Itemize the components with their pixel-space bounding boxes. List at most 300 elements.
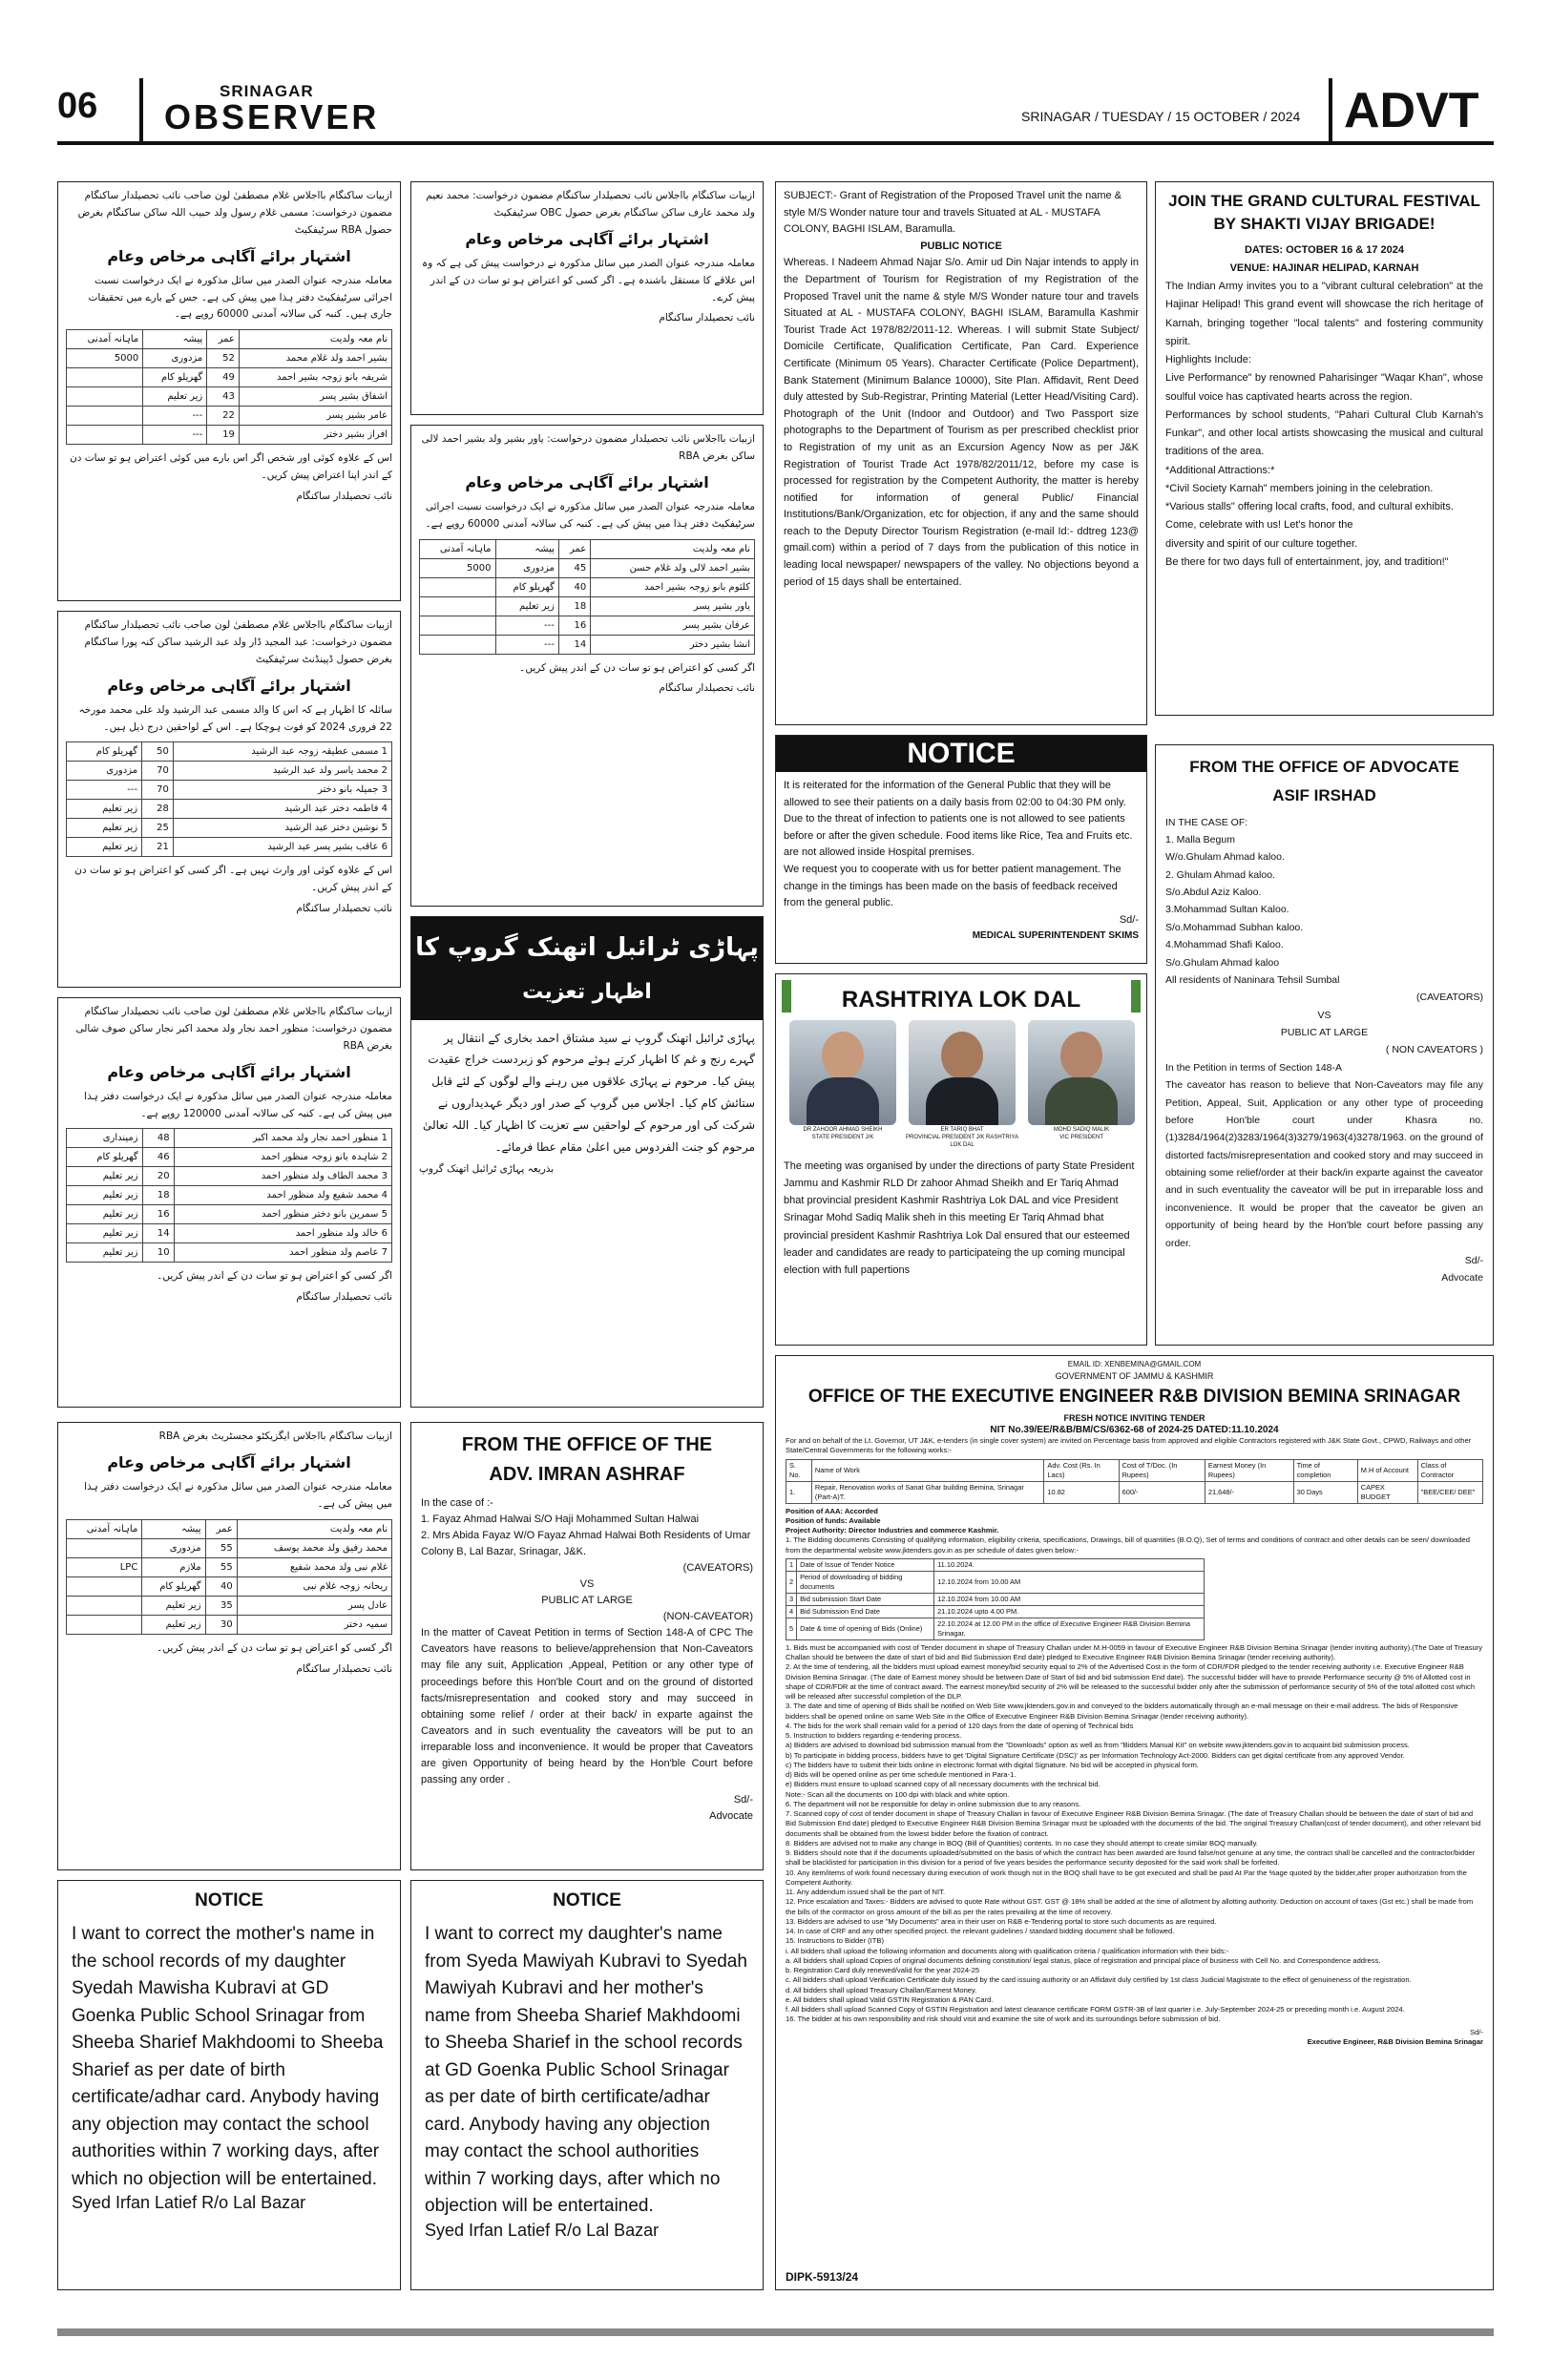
notice-signature: نائب تحصیلدار ساکنگام — [296, 490, 392, 502]
section-title: ADVT — [1344, 83, 1479, 138]
table-cell: 16 — [142, 1205, 174, 1224]
condolence-body: پہاڑی ٹرائبل اتھنک گروپ نے سید مشتاق احمد بخاری کے انتقال پر گہرے رنج و غم کا اظہار کرتے ہوئے مرحوم کو زبردست خراج عقیدت پیش کیا۔ مرحوم نے پہاڑی علاقوں میں رہنے والے لوگوں کے لئے قابل ستائش کام کیا۔ اجلاس میں گروپ کے صدر اور دیگر عہدیداروں نے شرکت کی اور مرحوم کے لواحقین سے تعزیت کا اظہار کیا۔ اللہ تعالیٰ مرحوم کو جنت الفردوس میں اعلیٰ مقام عطا فرمائے۔ — [422, 1031, 755, 1154]
table-cell: 6 خالد ولد منظور احمد — [174, 1224, 391, 1243]
funds-position: Position of funds: Available — [786, 1515, 881, 1525]
table-cell: 7 عاصم ولد منظور احمد — [174, 1243, 391, 1263]
caveators-label: (CAVEATORS) — [1415, 992, 1483, 1004]
notice-title-name: ASIF IRSHAD — [1272, 785, 1376, 804]
signature: Advocate — [709, 1809, 753, 1822]
table-cell: 1 منظور احمد نجار ولد محمد اکبر — [174, 1129, 391, 1148]
leader-caption-1: DR ZAHOOR AHMAD SHEIKH STATE PRESIDENT J/K — [803, 1127, 883, 1140]
notice-title: PUBLIC NOTICE — [920, 240, 1002, 252]
rld-ad — [775, 973, 1147, 1346]
family-table — [66, 1128, 392, 1263]
notice-intro: ازبیات ساکنگام بااجلاس غلام مصطفیٰ لون صاحب نائب تحصیلدار ساکنگام مضمون درخواست: مسمی غلام رسول ولد حبیب اللہ ساکن ساکنگام بغرض حصول RBA سرٹیفکیٹ — [77, 190, 392, 236]
table-cell: کلثوم بانو زوجہ بشیر احمد — [591, 577, 755, 596]
table-cell: CAPEX BUDGET — [1357, 1481, 1417, 1503]
notice-body: In the matter of Caveat Petition in terms of Section 148-A of CPC The Caveators have reasons to believe/apprehension that Non-Caveators may file any suit, Application ,Appeal, Petition or any other type of proceedings before this Hon'ble Court and on the ground of distorted facts/misrepresentation and cooked story and may succeed in obtaining some relief / order at their back/ in exparte against the Caveators and in such eventuality the caveators will be put to an irreparable loss and inconvenience. It would be proper that Caveators are given Opportunity of being heard by the Hon'ble Court before passing any order . — [421, 1627, 753, 1785]
table-cell: نام معہ ولدیت — [237, 1519, 391, 1538]
notice-body: I want to correct my daughter's name from Syeda Mawiyah Kubravi to Syedah Mawiyah Kubravi and her mother's name from Sheeba Sharief Makhdoomi to Sheeba Sharief in the school records at GD Goenka Public School Srinagar as per date of birth certificate/adhar card. Anybody having any objection may contact the school authorities within 7 working days, after which no objection will be entertained. — [425, 1924, 747, 2216]
tender-nit: NIT No.39/EE/R&B/BM/CS/6362-68 of 2024-25 DATED:11.10.2024 — [990, 1424, 1279, 1435]
urdu-rba-notice-2 — [57, 997, 401, 1408]
table-cell: 16 — [558, 616, 590, 635]
table-cell: زیر تعلیم — [67, 838, 142, 857]
tender-clause: 16. The bidder at his own responsibility and risk should visit and examine the site of work and its surroundings before submission of bid. — [786, 2015, 1221, 2024]
notice-heading: اشتہار برائے آگاہی مرخاص وعام — [107, 676, 351, 695]
tender-clause: d) Bids will be opened online as per time schedule mentioned in Para-1. — [786, 1770, 1017, 1780]
tender-clause: a) Bidders are advised to download bid submission manual from the "Downloads" option as well as from "Bidders Manual Kit" on website www.jktenders.gov.in to acquaint bid submission process. — [786, 1741, 1410, 1750]
sd-label: Sd/- — [733, 1793, 753, 1806]
leader-photo-2 — [909, 1020, 1016, 1125]
table-cell: 52 — [207, 349, 240, 368]
notice-heading: اشتہار برائے آگاہی مرخاص وعام — [107, 1062, 351, 1081]
attractions-label: *Additional Attractions:* — [1165, 464, 1275, 476]
table-cell: زیر تعلیم — [67, 800, 142, 819]
table-cell: 35 — [205, 1596, 237, 1615]
table-cell: ماہانہ آمدنی — [67, 330, 143, 349]
table-cell: --- — [67, 781, 142, 800]
tender-notice — [775, 1355, 1494, 2290]
notice-signature: نائب تحصیلدار ساکنگام — [659, 682, 755, 695]
notice-intro: ازبیات ساکنگام بااجلاس غلام مصطفیٰ لون صاحب نائب تحصیلدار ساکنگام مضمون درخواست: عبد المجید ڈار ولد عبد الرشید ساکن کنہ پورا ساکنگام بغرض حصول ڈپینڈنٹ سرٹیفکیٹ — [84, 619, 392, 665]
notice-signature: Syed Irfan Latief R/o Lal Bazar — [425, 2220, 660, 2240]
notice-body: معاملہ مندرجہ عنوان الصدر میں سائل مذکورہ نے ایک درخواست دفتر ہذا میں پیش کی ہے۔ کنبہ کی سالانہ آمدنی 120000 روپے ہے۔ — [84, 1090, 392, 1119]
notice-footer: اس کے علاوہ کوئی اور شخص اگر اس بارے میں کوئی اعتراض ہو تو سات دن کے اندر اپنا اعتراض پیش کریں۔ — [70, 452, 392, 482]
tender-clause: e) Bidders must ensure to upload scanned copy of all necessary documents with the technical bid. — [786, 1780, 1100, 1789]
notice-body: معاملہ مندرجہ عنوان الصدر میں سائل مذکورہ نے ایک درخواست دفتر ہذا میں پیش کی ہے۔ — [84, 1481, 392, 1510]
table-cell: مزدوری — [67, 762, 142, 781]
table-cell — [67, 426, 143, 445]
condolence-banner — [411, 917, 763, 1020]
tender-clause: 3. The date and time of opening of Bids shall be notified on Web Site www.jktenders.gov.in and conveyed to the bidders automatically through an e-mail message on their e-mail address. The bids of Responsive bidders shall be opened online on same Web Site in the Office of Executive Engineer R&B Division Bemina Srinagar (tender receiving authority). — [786, 1701, 1458, 1721]
tender-clause: Note:- Scan all the documents on 100 dpi with black and white option. — [786, 1789, 1010, 1799]
notice-heading: اشتہار برائے آگاہی مرخاص وعام — [107, 1452, 351, 1472]
table-cell: عمر — [207, 330, 240, 349]
party-line: S/o.Abdul Aziz Kaloo. — [1165, 887, 1262, 898]
table-cell: زیر تعلیم — [67, 1224, 143, 1243]
closing-1: Come, celebrate with us! Let's honor the — [1165, 519, 1353, 532]
table-cell: 48 — [142, 1129, 174, 1148]
table-cell: 40 — [558, 577, 590, 596]
table-cell: بشیر احمد لالی ولد غلام حسن — [591, 558, 755, 577]
heirs-table — [66, 741, 392, 857]
public-at-large: PUBLIC AT LARGE — [541, 1595, 633, 1607]
caveators-label: (CAVEATORS) — [682, 1562, 753, 1575]
table-cell: 1 مسمی عطیقہ زوجہ عبد الرشید — [173, 742, 391, 762]
tender-content — [776, 1356, 1493, 2051]
notice-title-name: ADV. IMRAN ASHRAF — [489, 1464, 685, 1485]
table-cell: 46 — [142, 1148, 174, 1167]
project-authority: Project Authority: Director Industries and commerce Kashmir. — [786, 1526, 999, 1535]
leader-photo-3 — [1028, 1020, 1135, 1125]
table-cell: زیر تعلیم — [67, 1205, 143, 1224]
table-cell: زیر تعلیم — [142, 1615, 205, 1634]
table-cell: Bid Submission End Date — [797, 1605, 934, 1618]
tender-clause: 14. In case of CRF and any other specified project. the relevant guidelines / standard bidding document shall be followed. — [786, 1927, 1175, 1936]
table-cell: Class of Contractor — [1417, 1459, 1482, 1481]
party-line: 4.Mohammad Shafi Kaloo. — [1165, 939, 1284, 951]
table-cell: ریحانہ زوجہ غلام نبی — [237, 1576, 391, 1596]
tender-clause: i. All bidders shall upload the following information and documents along with qualification criteria / qualification information with their bids:- — [786, 1946, 1229, 1955]
tender-clause: 15. Instructions to Bidder (ITB) — [786, 1936, 884, 1946]
table-cell: 4 محمد شفیع ولد منظور احمد — [174, 1186, 391, 1205]
table-cell: 2 محمد یاسر ولد عبد الرشید — [173, 762, 391, 781]
festival-dates: DATES: OCTOBER 16 & 17 2024 — [1244, 243, 1405, 256]
table-cell: گھریلو کام — [67, 1148, 143, 1167]
table-cell: پیشہ — [495, 539, 558, 558]
urdu-dependent-notice — [57, 611, 401, 988]
table-cell: 2 شاہدہ بانو زوجہ منظور احمد — [174, 1148, 391, 1167]
header-divider — [139, 78, 143, 141]
closing-2: diversity and spirit of our culture together. — [1165, 537, 1358, 550]
table-cell: 3 محمد الطاف ولد منظور احمد — [174, 1167, 391, 1186]
urdu-obc-notice — [410, 181, 764, 415]
party-1: 1. Fayaz Ahmad Halwai S/O Haji Mohammed Sultan Halwai — [421, 1514, 700, 1526]
table-cell: ماہانہ آمدنی — [420, 539, 496, 558]
party-line: S/o.Ghulam Ahmad kaloo — [1165, 956, 1280, 969]
table-cell — [420, 616, 496, 635]
table-cell: Repair, Renovation works of Sanat Ghar building Bemina, Srinagar (Part-A)T. — [811, 1481, 1044, 1503]
condolence-title: پہاڑی ٹرائبل اتھنک گروپ کا — [415, 933, 759, 962]
table-cell: Date of Issue of Tender Notice — [797, 1558, 934, 1571]
skims-notice — [775, 735, 1147, 964]
party-line: 3.Mohammad Sultan Kaloo. — [1165, 904, 1289, 916]
leader-photo-1 — [789, 1020, 896, 1125]
adv-imran-ashraf-notice — [410, 1422, 764, 1870]
table-cell: شریفہ بانو زوجہ بشیر احمد — [239, 368, 391, 387]
sd-label: Sd/- — [1464, 1254, 1483, 1266]
party-line: 1. Malla Begum — [1165, 833, 1235, 846]
table-cell: Adv. Cost (Rs. In Lacs) — [1044, 1459, 1119, 1481]
table-cell: گھریلو کام — [142, 1576, 205, 1596]
table-cell: Bid submission Start Date — [797, 1593, 934, 1605]
notice-intro: ازبیات بااجلاس نائب تحصیلدار مضمون درخواست: یاور بشیر ولد بشیر احمد لالی ساکن بغرض RBA — [421, 433, 755, 462]
table-cell: 45 — [558, 558, 590, 577]
tender-clause: 13. Bidders are advised to use "My Documents" area in their user on R&B e-Tendering portal to store such documents as are required. — [786, 1916, 1217, 1926]
table-cell: "BEE/CEE/ DEE" — [1417, 1481, 1482, 1503]
table-cell: 5 — [786, 1618, 797, 1639]
table-cell: اشفاق بشیر پسر — [239, 387, 391, 407]
table-cell: نام معہ ولدیت — [591, 539, 755, 558]
table-cell: انشا بشیر دختر — [591, 635, 755, 654]
table-cell: بشیر احمد ولد غلام محمد — [239, 349, 391, 368]
tender-clause: 11. Any addendum issued shall be the part of NIT. — [786, 1888, 946, 1897]
petition-line: In the Petition in terms of Section 148-A — [1165, 1061, 1343, 1074]
tender-clause: f. All bidders shall upload Scanned Copy of GSTIN Registration and latest clearance certificate FORM GSTR-3B of last quarter i.e. July-September 2024-25 or preceding month i.e. August 2024. — [786, 2005, 1405, 2015]
tender-clause: 4. The bids for the work shall remain valid for a period of 120 days from the date of opening of Technical bids — [786, 1721, 1134, 1730]
condolence-notice — [410, 916, 764, 1408]
rld-body: The meeting was organised by under the directions of party State President Jammu and Kashmir RLD Dr zahoor Ahmad Sheikh and Er Tariq Ahmad bhat provincial president Kashmir Rashtriya Lok DAL and vice President Srinagar Mohd Sadiq Malik sheh in this meeting Er Tariq Ahmad bhat provincial president Kashmir Rashtriya Lok Dal ensured that our esteemed leader and candidates are ready to participateing the up coming muncipal election with full papertions — [784, 1160, 1135, 1276]
table-cell: زیر تعلیم — [67, 1243, 143, 1263]
table-cell — [420, 635, 496, 654]
table-cell: 21,648/- — [1205, 1481, 1293, 1503]
table-cell — [420, 577, 496, 596]
urdu-rba-notice-4 — [410, 425, 764, 907]
signature: MEDICAL SUPERINTENDENT SKIMS — [972, 930, 1139, 942]
table-cell: 12.10.2024 from 10.00 AM — [934, 1571, 1204, 1593]
table-cell: زیر تعلیم — [67, 1167, 143, 1186]
table-cell: 14 — [558, 635, 590, 654]
table-cell: 55 — [205, 1538, 237, 1557]
table-cell: عرفان بشیر پسر — [591, 616, 755, 635]
table-cell — [67, 1576, 142, 1596]
vs-label: VS — [579, 1578, 595, 1591]
table-cell: 5 نوشین دختر عبد الرشید — [173, 819, 391, 838]
table-cell: ماہانہ آمدنی — [67, 1519, 142, 1538]
works-table — [786, 1459, 1483, 1504]
tender-title: OFFICE OF THE EXECUTIVE ENGINEER R&B DIVISION BEMINA SRINAGAR — [807, 1386, 1461, 1407]
urdu-rba-notice-3 — [57, 1422, 401, 1870]
table-cell: زیر تعلیم — [143, 387, 207, 407]
travel-public-notice — [775, 181, 1147, 725]
table-cell: پیشہ — [143, 330, 207, 349]
table-cell: 10.82 — [1044, 1481, 1119, 1503]
table-cell: زیر تعلیم — [67, 1186, 143, 1205]
adv-asif-irshad-notice — [1155, 744, 1494, 1346]
notice-footer: اس کے علاوہ کوئی اور وارث نہیں ہے۔ اگر کسی کو اعتراض ہو تو سات دن کے اندر پیش کریں۔ — [74, 865, 392, 894]
table-cell: یاور بشیر پسر — [591, 596, 755, 616]
table-cell — [67, 368, 143, 387]
dipk-number: DIPK-5913/24 — [786, 2270, 859, 2284]
sd-label: Sd/- — [1119, 913, 1139, 926]
table-cell: M.H of Account — [1357, 1459, 1417, 1481]
table-cell: 10 — [142, 1243, 174, 1263]
tender-clause: c. All bidders shall upload Verification Certificate duly issued by the card issuing authority or an Affidavit duly certified by 1st class Judicial Magistrate to the effect of genuineness of the registration. — [786, 1975, 1412, 1985]
notice-subject: SUBJECT:- Grant of Registration of the Proposed Travel unit the name & style M/S Wonder nature tour and travels Situated at AL - MUSTAFA COLONY, BAGHI ISLAM, Baramulla. — [784, 190, 1122, 236]
family-table — [66, 1519, 392, 1635]
tender-clause: a. All bidders shall upload Copies of original documents defining constitution/ legal status, place of registration and principal place of business with Cell No. and Correspondence address. — [786, 1955, 1381, 1965]
highlight-2: Performances by school students, "Pahari Cultural Club Karnah's Funkar", and other local artists showcasing the musical and cultural traditions of the area. — [1165, 408, 1483, 458]
table-cell: زیر تعلیم — [495, 596, 558, 616]
tender-signature: Executive Engineer, R&B Division Bemina Srinagar — [1307, 2036, 1483, 2046]
notice-body: معاملہ مندرجہ عنوان الصدر میں سائل مذکورہ نے ایک درخواست نسبت اجرائی سرٹیفکیٹ دفتر ہذا میں پیش کی ہے۔ کنبہ کی سالانہ آمدنی 60000 روپے ہے۔ — [425, 500, 755, 530]
festival-venue: VENUE: HAJINAR HELIPAD, KARNAH — [1229, 261, 1419, 274]
table-cell: 30 — [205, 1615, 237, 1634]
table-cell: 3 — [786, 1593, 797, 1605]
public-at-large: PUBLIC AT LARGE — [1280, 1027, 1369, 1038]
condolence-signature: بذریعہ پہاڑی ٹرائبل اتھنک گروپ — [419, 1163, 555, 1176]
table-cell: 6 عاقب بشیر پسر عبد الرشید — [173, 838, 391, 857]
table-cell: 50 — [142, 742, 174, 762]
tender-clause: b. Registration Card duly renewed/valid for the year 2024-25 — [786, 1966, 980, 1975]
table-cell: عامر بشیر پسر — [239, 407, 391, 426]
non-caveators-label: ( NON CAVEATORS ) — [1385, 1044, 1483, 1056]
footer-bar — [57, 2328, 1494, 2336]
table-cell: 3 جمیلہ بانو دختر — [173, 781, 391, 800]
table-cell — [67, 1596, 142, 1615]
urdu-rba-notice-1 — [57, 181, 401, 601]
table-cell: افراز بشیر دختر — [239, 426, 391, 445]
notice-body: معاملہ مندرجہ عنوان الصدر میں سائل مذکورہ نے درخواست پیش کی ہے کہ وہ اس علاقے کا مستقل باشندہ ہے۔ اگر کسی کو اعتراض ہو تو سات دن کے اندر پیش کرے۔ — [422, 257, 755, 303]
table-cell: 5 سمرین بانو دختر منظور احمد — [174, 1205, 391, 1224]
table-cell: 18 — [142, 1186, 174, 1205]
table-cell: 4 فاطمہ دختر عبد الرشید — [173, 800, 391, 819]
table-cell: --- — [495, 635, 558, 654]
notice-intro: ازبیات ساکنگام بااجلاس نائب تحصیلدار ساکنگام مضمون درخواست: محمد نعیم ولد محمد عارف ساکن ساکنگام بغرض حصول OBC سرٹیفکیٹ — [426, 190, 755, 219]
table-cell: 22.10.2024 at 12.00 PM in the office of Executive Engineer R&B Division Bemina Srinagar. — [934, 1618, 1204, 1639]
table-cell: Earnest Money (In Rupees) — [1205, 1459, 1293, 1481]
table-cell: مزدوری — [495, 558, 558, 577]
table-cell: مزدوری — [143, 349, 207, 368]
closing-3: Be there for two days full of entertainment, joy, and tradition!" — [1165, 555, 1449, 568]
table-cell: گھریلو کام — [495, 577, 558, 596]
tender-clause: 12. Price escalation and Taxes:- Bidders are advised to quote Rate without GST. GST @ 18% shall be added at the time of allotment by allotting authority. Deduction on account of taxes (Gst etc.) shall be made from the bills of the contractor on gross amount of the bill as per the rates prevailing at the time of recovery. — [786, 1897, 1474, 1916]
table-cell: 70 — [142, 781, 174, 800]
brand-top: SRINAGAR — [220, 82, 314, 100]
table-cell: 20 — [142, 1167, 174, 1186]
table-cell: 30 Days — [1293, 1481, 1357, 1503]
table-cell: مزدوری — [142, 1538, 205, 1557]
table-cell: --- — [495, 616, 558, 635]
party-line: W/o.Ghulam Ahmad kaloo. — [1165, 851, 1285, 864]
brand-logo: OBSERVER — [164, 97, 380, 136]
table-cell: 14 — [142, 1224, 174, 1243]
attraction-2: *Various stalls" offering local crafts, food, and cultural exhibits. — [1165, 501, 1454, 513]
table-cell: 19 — [207, 426, 240, 445]
highlight-1: Live Performance" by renowned Paharisinger "Waqar Khan", whose soulful voice has captivated hearts across the region. — [1165, 372, 1483, 403]
family-table — [419, 539, 755, 655]
festival-body: The Indian Army invites you to a "vibrant cultural celebration" at the Hajinar Helipad! This grand event will showcase the rich heritage of Karnah, bringing together "local talents" and fostering community spirit. — [1165, 281, 1483, 347]
table-cell — [67, 407, 143, 426]
table-cell: 21.10.2024 upto 4.00 PM. — [934, 1605, 1204, 1618]
table-cell: 5000 — [67, 349, 143, 368]
tender-clause: e. All bidders shall upload Valid GSTIN Registration & PAN Card. — [786, 1994, 994, 2004]
party-2: 2. Mrs Abida Fayaz W/O Fayaz Ahmad Halwai Both Residents of Umar Colony B, Lal Bazar, Srinagar, J&K. — [421, 1530, 751, 1558]
case-label: In the case of :- — [421, 1497, 493, 1509]
dateline: SRINAGAR / TUESDAY / 15 OCTOBER / 2024 — [1021, 109, 1301, 124]
notice-title: NOTICE — [195, 1890, 263, 1910]
notice-intro: ازبیات ساکنگام بااجلاس غلام مصطفیٰ لون صاحب نائب تحصیلدار ساکنگام مضمون درخواست: منظور احمد نجار ولد محمد اکبر نجار ساکن صوف شالی بغرض RBA — [75, 1006, 392, 1052]
notice-body-1: It is reiterated for the information of the General Public that they will be allowed to see their patients on a daily basis from 02:00 to 04:30 PM only. Due to the threat of infection to patients one is not allowed to see patients before or after the given schedule. Food items like Rice, Tea and Fruits etc. are not allowed inside Hospital premises. — [784, 780, 1133, 859]
table-cell — [67, 387, 143, 407]
tender-email: EMAIL ID: XENBEMINA@GMAIL.COM — [1067, 1360, 1202, 1368]
case-label: IN THE CASE OF: — [1165, 816, 1248, 828]
highlights-label: Highlights Include: — [1165, 354, 1251, 366]
table-cell: S. No. — [786, 1459, 812, 1481]
table-cell: زمینداری — [67, 1129, 143, 1148]
table-cell: LPC — [67, 1557, 142, 1576]
header-divider-right — [1329, 78, 1332, 141]
tender-clause: 9. Bidders should note that if the documents uploaded/submitted on the basis of which the contract has been awarded are found false/not genuine at any time, the contract shall be cancelled and the contractor/bidder shall be blacklisted for participation in this division for a period of five years besides the performance security deposited for the said work shall be forfeited. — [786, 1848, 1476, 1868]
tender-intro: For and on behalf of the Lt. Governor, UT J&K, e-tenders (in single cover system) are invited on Percentage basis from approved and eligible Contractors registered with J&K State Govt., CPWD, Railways and other State/Central Governments for the following works:- — [786, 1436, 1472, 1455]
table-cell: گھریلو کام — [67, 742, 142, 762]
table-cell — [67, 1538, 142, 1557]
table-cell: ملازم — [142, 1557, 205, 1576]
notice-signature: نائب تحصیلدار ساکنگام — [296, 1291, 392, 1304]
notice-title: FROM THE OFFICE OF ADVOCATE — [1189, 758, 1459, 776]
table-cell: 18 — [558, 596, 590, 616]
table-cell — [67, 1615, 142, 1634]
notice-title: NOTICE — [553, 1890, 621, 1910]
table-cell: 55 — [205, 1557, 237, 1576]
table-cell: 5000 — [420, 558, 496, 577]
table-cell: 40 — [205, 1576, 237, 1596]
table-cell: --- — [143, 407, 207, 426]
table-cell: 1 — [786, 1558, 797, 1571]
notice-signature: نائب تحصیلدار ساکنگام — [296, 903, 392, 915]
leader-caption-2: ER TARIQ BHAT PROVINCIAL PRESIDENT J/K RASHTRIYA LOK DAL — [906, 1127, 1018, 1148]
tender-clause: c) The bidders have to submit their bids online in electronic format with digital Signature. No bid will be accepted in physical form. — [786, 1760, 1199, 1769]
tender-clauses — [786, 1643, 1483, 2025]
party-line: All residents of Naninara Tehsil Sumbal — [1165, 973, 1340, 986]
notice-mother-name — [57, 1880, 401, 2290]
notice-body: معاملہ مندرجہ عنوان الصدر میں سائل مذکورہ نے ایک درخواست نسبت اجرائی سرٹیفکیٹ دفتر ہذا میں پیش کی ہے۔ جس کے بارے میں تحقیقات جاری ہیں۔ کنبہ کی سالانہ آمدنی 60000 روپے ہے۔ — [88, 274, 392, 321]
table-cell: --- — [143, 426, 207, 445]
party-line: S/o.Mohammad Subhan kaloo. — [1165, 921, 1304, 933]
festival-title: JOIN THE GRAND CULTURAL FESTIVAL BY SHAKTI VIJAY BRIGADE! — [1168, 192, 1480, 233]
table-cell: عمر — [205, 1519, 237, 1538]
table-cell: غلام نبی ولد محمد شفیع — [237, 1557, 391, 1576]
table-cell: زیر تعلیم — [142, 1596, 205, 1615]
table-cell: Name of Work — [811, 1459, 1044, 1481]
sd-label: Sd/- — [1470, 2027, 1483, 2036]
rld-header — [776, 974, 1146, 1018]
condolence-subtitle: اظہار تعزیت — [522, 980, 652, 1005]
table-cell: 43 — [207, 387, 240, 407]
attraction-1: *Civil Society Karnah" members joining in the celebration. — [1165, 482, 1434, 494]
notice-body: The caveator has reason to believe that Non-Caveators may file any Petition, Appeal, Suit, Application or any other type of proceeding before Hon'ble court under Khasra no.(1)3284/1964(2)3283/1964(3)3279/1963(4)3278/1963. on the ground of distorted facts/misrepresentation and cooked story and may succeed in obtaining some relief/order at their back/in exparte against the caveator and in such eventuality the caveator will be put in irreparable loss and inconvenience. It would be proper that the caveator be given an opportunity of being heard by the Hon'ble court before passing any order. — [1165, 1079, 1483, 1249]
notice-content — [776, 772, 1146, 950]
notice-body-2: We request you to cooperate with us for better patient management. The change in the timings has been made on the basis of feedback received from the general public. — [784, 863, 1121, 909]
table-cell: 12.10.2024 from 10.00 AM — [934, 1593, 1204, 1605]
notice-title: FROM THE OFFICE OF THE — [461, 1434, 713, 1455]
tender-clause: 10. Any item/items of work found necessary during execution of work though not in the BOQ shall have to be got executed and shall be paid At Par the %age quoted by the bidder,after proper authorization from the Competent Authority. — [786, 1868, 1467, 1887]
notice-signature: نائب تحصیلدار ساکنگام — [659, 312, 755, 324]
leader-caption-3: MOHD SADIQ MALIK VIC PRESIDENT — [1053, 1127, 1110, 1140]
table-cell: 28 — [142, 800, 174, 819]
party-line: 2. Ghulam Ahmad kaloo. — [1165, 868, 1275, 881]
rld-title: RASHTRIYA LOK DAL — [841, 987, 1081, 1013]
bidding-docs: 1. The Bidding documents Consisting of qualifying information, eligibility criteria, specifications, Drawings, bill of quantities (B.O.Q), Set of terms and conditions of contract and other details can be seen/ downloaded from the departmental website www.jktenders.gov.in as per schedule of dates given below:- — [786, 1535, 1471, 1555]
non-caveator-label: (NON-CAVEATOR) — [662, 1611, 753, 1623]
notice-heading: اشتہار برائے آگاہی مرخاص وعام — [465, 472, 709, 491]
aaa-position: Position of AAA: Accorded — [786, 1506, 878, 1515]
tender-clause: 2. At the time of tendering, all the bidders must upload earnest money/bid security equal to 2% of the Advertised Cost in the form of CDR/FDR pledged to the tender receiving authority i.e. Executive Engineer R&B Division Bemina Srinagar. (The date of Earnest money should be between Date of Start of bid and bid submission End date). The successful bidder will have to provide Performance security @ 5% of Allotted cost in shape of CDR/FDR at the time of contract award. The earnest money/bid security of 2% will be released to the successful bidder only after the submission of performance security of 5% of the total allotted cost which will be released after successful completion of the DLP. — [786, 1662, 1476, 1701]
table-cell: 600/- — [1119, 1481, 1205, 1503]
notice-heading: اشتہار برائے آگاہی مرخاص وعام — [107, 246, 351, 265]
notice-daughter-name — [410, 1880, 764, 2290]
table-cell: زیر تعلیم — [67, 819, 142, 838]
vs-label: VS — [1317, 1009, 1331, 1021]
tender-clause: 5. Instruction to bidders regarding e-tendering process. — [786, 1731, 962, 1741]
table-cell: پیشہ — [142, 1519, 205, 1538]
tender-subtitle: FRESH NOTICE INVITING TENDER — [1063, 1412, 1205, 1423]
festival-ad — [1155, 181, 1494, 716]
table-cell: 21 — [142, 838, 174, 857]
notice-body: Whereas. I Nadeem Ahmad Najar S/o. Amir ud Din Najar intends to apply in the Department of Tourism for Registration of my Registration of the Proposed Travel unit the name & style M/S Wonder nature tour and travels Situated at AL - MUSTAFA COLONY, BAGHI ISLAM, Baramulla Kashmir Tourist Trade Act 1978/82/2011-12. Whereas. I will submit State Subject/ Domicile Certificate, Qualification Certificate, Pan Card. Experience Certificate (Minimum 05 Years). Character Certificate (Police Department), Bank Statement (Minimum Balance 10000), Site Plan. Affidavit, Rent Deed duly attested by Sub-Registrar, Printing Material (Letter Head/Visiting Card). Photograph of the Unit (Indoor and Outdoor) and Two Passport size photographs to the Department of Tourism as per prescribed checklist prior to Registration of my unit as an Excursion Agency Now as per J&K Registration of Tourist Trade Act 1978/82/2011/12, before my case is processed for registration by the Competent Authority, the matter is hereby notified for information of general Public/ Financial Institutions/Bank/Organization, etc for objection, if any and the same should reach to the Deputy Director Tourism Registration (e-mail Id:- ddtreg 123@ gmail.com) within a period of 7 days from the publication of this notice in leading local newspaper/ newspapers of the valley. No objections beyond a period of 15 days shall be entertained. — [784, 257, 1139, 588]
notice-footer: اگر کسی کو اعتراض ہو تو سات دن کے اندر پیش کریں۔ — [157, 1641, 392, 1654]
table-cell: سمیہ دختر — [237, 1615, 391, 1634]
table-cell: 4 — [786, 1605, 797, 1618]
tender-govt: GOVERNMENT OF JAMMU & KASHMIR — [1055, 1370, 1214, 1381]
table-cell — [420, 596, 496, 616]
table-cell: Period of downloading of bidding documents — [797, 1571, 934, 1593]
table-cell: Cost of T/Doc. (In Rupees) — [1119, 1459, 1205, 1481]
notice-title: NOTICE — [776, 736, 1146, 772]
schedule-table — [786, 1558, 1205, 1640]
tender-clause: 1. Bids must be accompanied with cost of Tender document in shape of Treasury Challan under M.H-0059 in favour of Executive Engineer R&B Division Bemina Srinagar (tender inviting authority).(The Date of Treasury Challan should be between the date of start of bid and Bid Submission End date) pledged to Executive Engineer R&B Division Bemina Srinagar (tender receiving authority). — [786, 1642, 1483, 1662]
notice-signature: نائب تحصیلدار ساکنگام — [296, 1662, 392, 1675]
notice-heading: اشتہار برائے آگاہی مرخاص وعام — [465, 229, 709, 248]
table-cell: نام معہ ولدیت — [239, 330, 391, 349]
table-cell: 49 — [207, 368, 240, 387]
notice-footer: اگر کسی کو اعتراض ہو تو سات دن کے اندر پیش کریں۔ — [519, 661, 755, 674]
notice-body: سائلہ کا اظہار ہے کہ اس کا والد مسمی عبد الرشید ولد علی محمد مورخہ 22 فروری 2024 کو فوت ہوچکا ہے۔ اس کے لواحقین درج ذیل ہیں۔ — [78, 703, 392, 733]
masthead — [57, 69, 1494, 145]
rld-flag-icon — [1131, 980, 1141, 1013]
table-cell: 22 — [207, 407, 240, 426]
table-cell: Time of completion — [1293, 1459, 1357, 1481]
